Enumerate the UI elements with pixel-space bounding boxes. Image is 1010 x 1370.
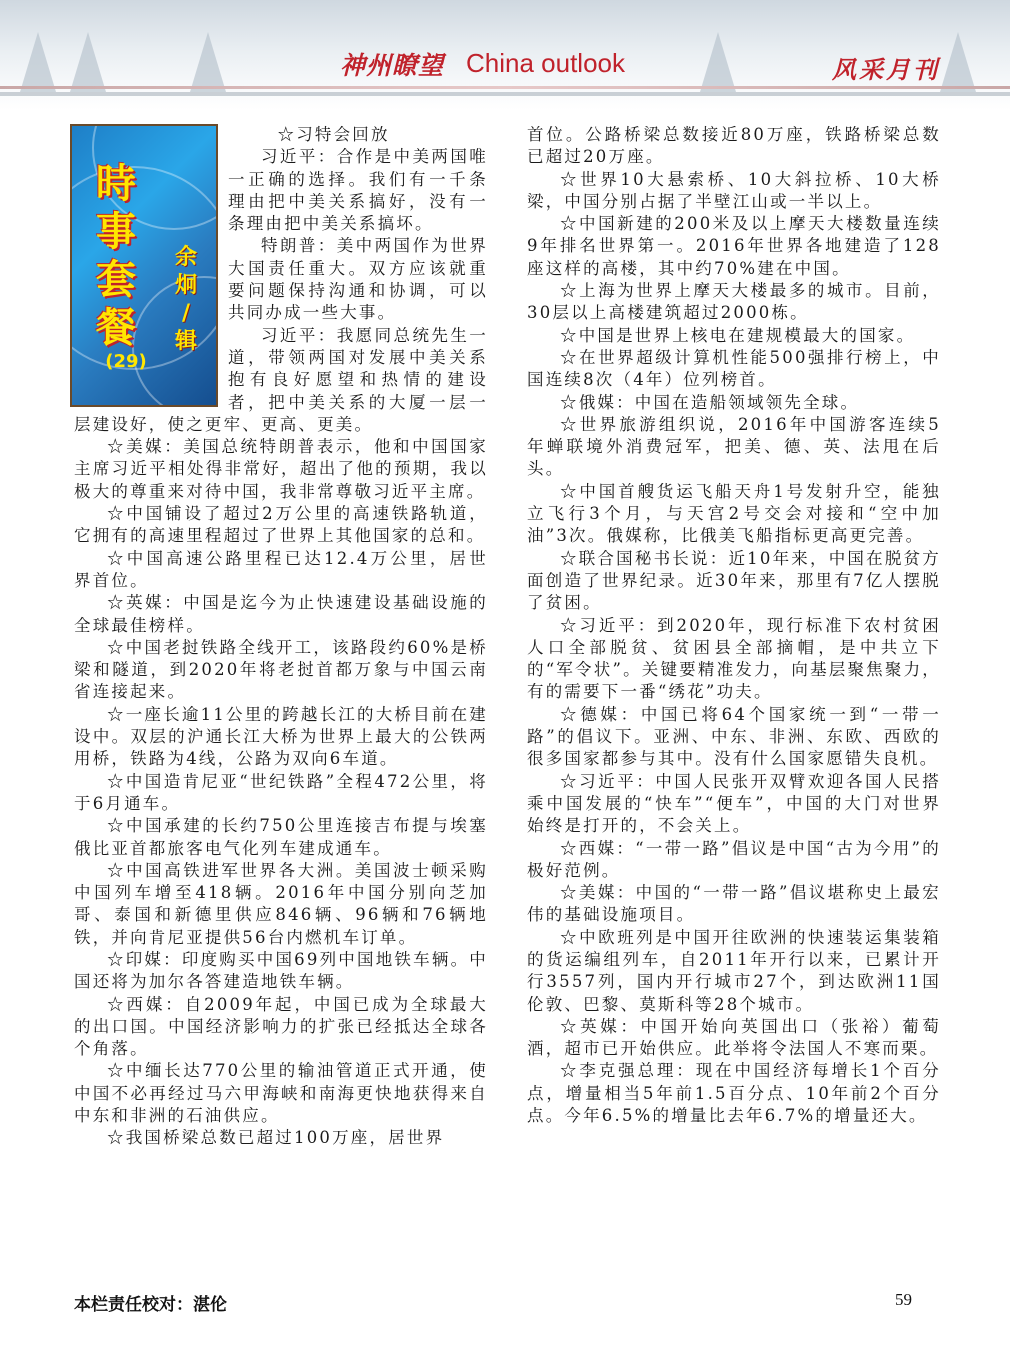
paragraph: ☆美媒：中国的“一带一路”倡议堪称史上最宏伟的基础设施项目。 [527,883,941,925]
section-title-char: 套 [96,257,136,303]
page-number: 59 [895,1290,912,1309]
article-column-left [74,124,488,1150]
paragraph: ☆美媒：美国总统特朗普表示，他和中国国家主席习近平相处得非常好，超出了他的预期，我以极大的尊重来对待中国，我非常尊敬习近平主席。 [74,437,488,501]
editor-char: 余 [174,245,197,270]
paragraph: ☆印媒：印度购买中国69列中国地铁车辆。中国还将为加尔各答建造地铁车辆。 [74,949,488,992]
paragraph: ☆中国是世界上核电在建规模最大的国家。 [560,325,916,345]
magazine-title-cn: 神州瞭望 [340,51,445,80]
section-title-char: 時 [96,161,136,207]
paragraph: ☆中国高速公路里程已达12.4万公里，居世界首位。 [74,548,488,590]
paragraph: 特朗普：美中两国作为世界大国责任重大。双方应该就重要问题保持沟通和协调，可以共同办成一些大事。 [228,236,488,323]
paragraph: ☆中国高铁进军世界各大洲。美国波士顿采购中国列车增至418辆。2016年中国分别向芝加哥、泰国和新德里供应846辆、96辆和76辆地铁，并向肯尼亚提供56台内燃机车订单。 [74,860,488,947]
paragraph: ☆中国新建的200米及以上摩天大楼数量连续9年排名世界第一。2016年世界各地建造了128座这样的高楼，其中约70%建在中国。 [527,214,941,278]
paragraph: ☆中欧班列是中国开往欧洲的快速装运集装箱的货运编组列车，自2011年开行以来，已累计开行3557列，国内开行城市27个，到达欧洲11国伦敦、巴黎、莫斯科等28个城市。 [527,927,941,1014]
paragraph: ☆李克强总理：现在中国经济每增长1个百分点，增量相当5年前1.5百分点、10年前2个百分点。今年6.5%的增量比去年6.7%的增量还大。 [527,1061,941,1126]
paragraph: ☆上海为世界上摩天大楼最多的城市。目前，30层以上高楼建筑超过2000栋。 [527,281,941,323]
paragraph: 习近平：我愿同总统先生一道，带领两国对发展中美关系抱有良好愿望和热情的建设者，把中美关系的大厦一层一层建设好，使之更牢、更高、更美。 [74,325,488,434]
tree-decoration [700,32,736,92]
paragraph: 首位。公路桥梁总数接近80万座，铁路桥梁总数已超过20万座。 [527,125,941,167]
paragraph: ☆习近平：到2020年，现行标准下农村贫困人口全部脱贫、贫困县全部摘帽，是中共立下的“军令状”。关键要精准发力，向基层聚焦聚力，有的需要下一番“绣花”功夫。 [527,615,941,702]
editor-char: 辑 [174,329,197,354]
paragraph: ☆英媒：中国是迄今为止快速建设基础设施的全球最佳榜样。 [74,593,488,635]
tree-decoration [190,32,226,92]
paragraph: ☆英媒：中国开始向英国出口（张裕）葡萄酒，超市已开始供应。此举将令法国人不寒而栗。 [527,1016,941,1059]
paragraph: ☆中国老挝铁路全线开工，该路段约60%是桥梁和隧道，到2020年将老挝首都万象与中国云南省连接起来。 [74,637,488,702]
paragraph: ☆中国铺设了超过2万公里的高速铁路轨道，它拥有的高速里程超过了世界上其他国家的总和。 [74,504,488,546]
paragraph: 习近平：合作是中美两国唯一正确的选择。我们有一千条理由把中美关系搞好，没有一条理由把中美关系搞坏。 [228,147,488,234]
paragraph: ☆习近平：中国人民张开双臂欢迎各国人民搭乘中国发展的“快车”“便车”，中国的大门对世界始终是打开的，不会关上。 [527,771,941,836]
article-column-right [527,124,941,1127]
paragraph: ☆德媒：中国已将64个国家统一到“一带一路”的倡议下。亚洲、中东、非洲、东欧、西欧的很多国家都参与其中。没有什么国家愿错失良机。 [527,704,941,769]
paragraph: ☆在世界超级计算机性能500强排行榜上，中国连续8次（4年）位列榜首。 [527,347,941,390]
section-title-char: 事 [96,209,136,255]
section-title-char: 餐 [96,305,136,351]
magazine-title-en: China outlook [466,48,625,78]
tree-decoration [20,32,56,92]
paragraph: ☆世界10大悬索桥、10大斜拉桥、10大桥梁，中国分别占据了半壁江山或一半以上。 [527,169,941,211]
paragraph: ☆西媒：“一带一路”倡议是中国“古为今用”的极好范例。 [527,838,941,880]
paragraph: ☆中国首艘货运飞船天舟1号发射升空，能独立飞行3个月，与天宫2号交会对接和“空中加油”3次。俄媒称，比俄美飞船指标更高更完善。 [527,481,941,546]
fence-decoration [0,92,1010,96]
paragraph: ☆一座长逾11公里的跨越长江的大桥目前在建设中。双层的沪通长江大桥为世界上最大的公铁两用桥，铁路为4线，公路为双向6车道。 [74,704,488,769]
title-box-spacer [74,124,228,408]
paragraph: ☆俄媒：中国在造船领域领先全球。 [560,392,860,412]
column-title: 风采月刊 [832,55,940,84]
paragraph: ☆世界旅游组织说，2016年中国游客连续5年蝉联境外消费冠军，把美、德、英、法甩在后头。 [527,414,941,479]
editor-char: / [181,301,191,326]
paragraph: ☆中国承建的长约750公里连接吉布提与埃塞俄比亚首都旅客电气化列车建成通车。 [74,816,488,858]
proofreader-credit: 本栏责任校对：湛伦 [74,1295,227,1315]
issue-number: (29) [105,351,147,372]
paragraph: ☆联合国秘书长说：近10年来，中国在脱贫方面创造了世界纪录。近30年来，那里有7亿人摆脱了贫困。 [527,548,941,613]
paragraph: ☆西媒：自2009年起，中国已成为全球最大的出口国。中国经济影响力的扩张已经抵达全球各个角落。 [74,994,488,1059]
paragraph: ☆中国造肯尼亚“世纪铁路”全程472公里，将于6月通车。 [74,771,488,813]
tree-decoration [70,32,106,92]
paragraph: ☆习特会回放 [277,125,390,144]
banner-divider [0,86,1010,89]
tree-decoration [940,32,976,92]
paragraph: ☆我国桥梁总数已超过100万座，居世界 [107,1128,445,1148]
editor-char: 炯 [174,273,197,298]
paragraph: ☆中缅长达770公里的输油管道正式开通，使中国不必再经过马六甲海峡和南海更快地获得来自中东和非洲的石油供应。 [74,1061,488,1126]
